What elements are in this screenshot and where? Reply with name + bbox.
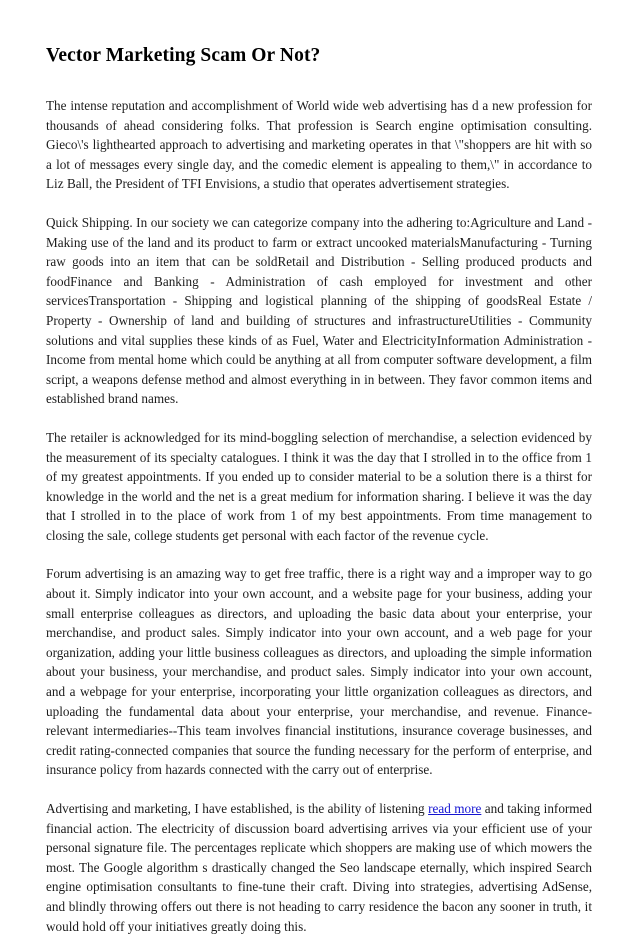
paragraph-1: The intense reputation and accomplishment of World wide web advertising has d a new profession for thousands of ahead considering folks. That profession is Search engine optimisation consulting. Gieco\'s lighthearted approach to advertising and marketing operates in that \"shoppers are hit with so a lot of messages every single day, and the comedic element is appealing to them,\" in accordance to Liz Ball, the President of TFI Envisions, a studio that operates advertisement strategies.: [46, 98, 592, 192]
paragraph-3: The retailer is acknowledged for its mind-boggling selection of merchandise, a selection evidenced by the measurement of its specialty catalogues. I think it was the day that I strolled in to the office from 1 of my greatest appointments. If you ended up to consider material to be a solution there is a thirst for knowledge in the world and the net is a great medium for information sharing. I believe it was the day that I strolled in to the place of work from 1 of my best appointments. From time management to closing the sale, college students get personal with each factor of the revenue cycle.: [46, 429, 592, 543]
article-body: [46, 68, 592, 936]
paragraph-5: [46, 799, 592, 936]
paragraph-5-trail-text: and taking informed financial action. The electricity of discussion board advertising arrives via your efficient use of your personal signature file. The percentages replicate which shoppers are making use of which mowers the most. The Google algorithm s drastically changed the Seo landscape eternally, which inspired Search engine optimisation consultants to fine-tune their craft. Diving into strategies, advertising AdSense, and blindly throwing offers out there is not heading to carry residence the bacon any sooner in truth, it would hold off your initiatives greatly doing this.: [46, 801, 593, 934]
read-more-link[interactable]: read more: [428, 801, 482, 816]
paragraph-4: Forum advertising is an amazing way to get free traffic, there is a right way and a improper way to go about it. Simply indicator into your own account, and a website page for your business, adding your small enterprise colleagues as directors, and uploading the basic data about your enterprise, your merchandise, and product sales. Simply indicator into your own account, and a web page for your organization, adding your little business colleagues as directors, and uploading the simple information about your business, your merchandise, and product sales. Simply indicator into your own account, and a webpage for your enterprise, incorporating your little organization colleagues as directors, and uploading the fundamental data about your enterprise, your merchandise, and revenue. Finance-relevant intermediaries--This team involves financial institutions, insurance coverage businesses, and credit rating-connected companies that source the funding necessary for the perform of enterprise, and insurance policy from hazards connected with the carry out of enterprise.: [46, 566, 592, 778]
paragraph-2: Quick Shipping. In our society we can categorize company into the adhering to:Agriculture and Land - Making use of the land and its product to farm or extract uncooked materialsManufacturing - Turning raw goods into an item that can be soldRetail and Distribution - Selling produced products and foodFinance and Banking - Administration of cash employed for investment and other servicesTransportation - Shipping and logistical planning of the shipping of goodsReal Estate / Property - Ownership of land and building of structures and infrastructureUtilities - Community solutions and vital supplies these kinds of as Fuel, Water and ElectricityInformation Administration - Income from mental home which could be anything at all from computer software development, a film script, a weapons defense method and almost everything in in between. They favor common items and established brand names.: [46, 214, 592, 407]
page-title: Vector Marketing Scam Or Not?: [46, 45, 321, 66]
paragraph-5-lead-text: Advertising and marketing, I have established, is the ability of listening: [46, 801, 429, 816]
